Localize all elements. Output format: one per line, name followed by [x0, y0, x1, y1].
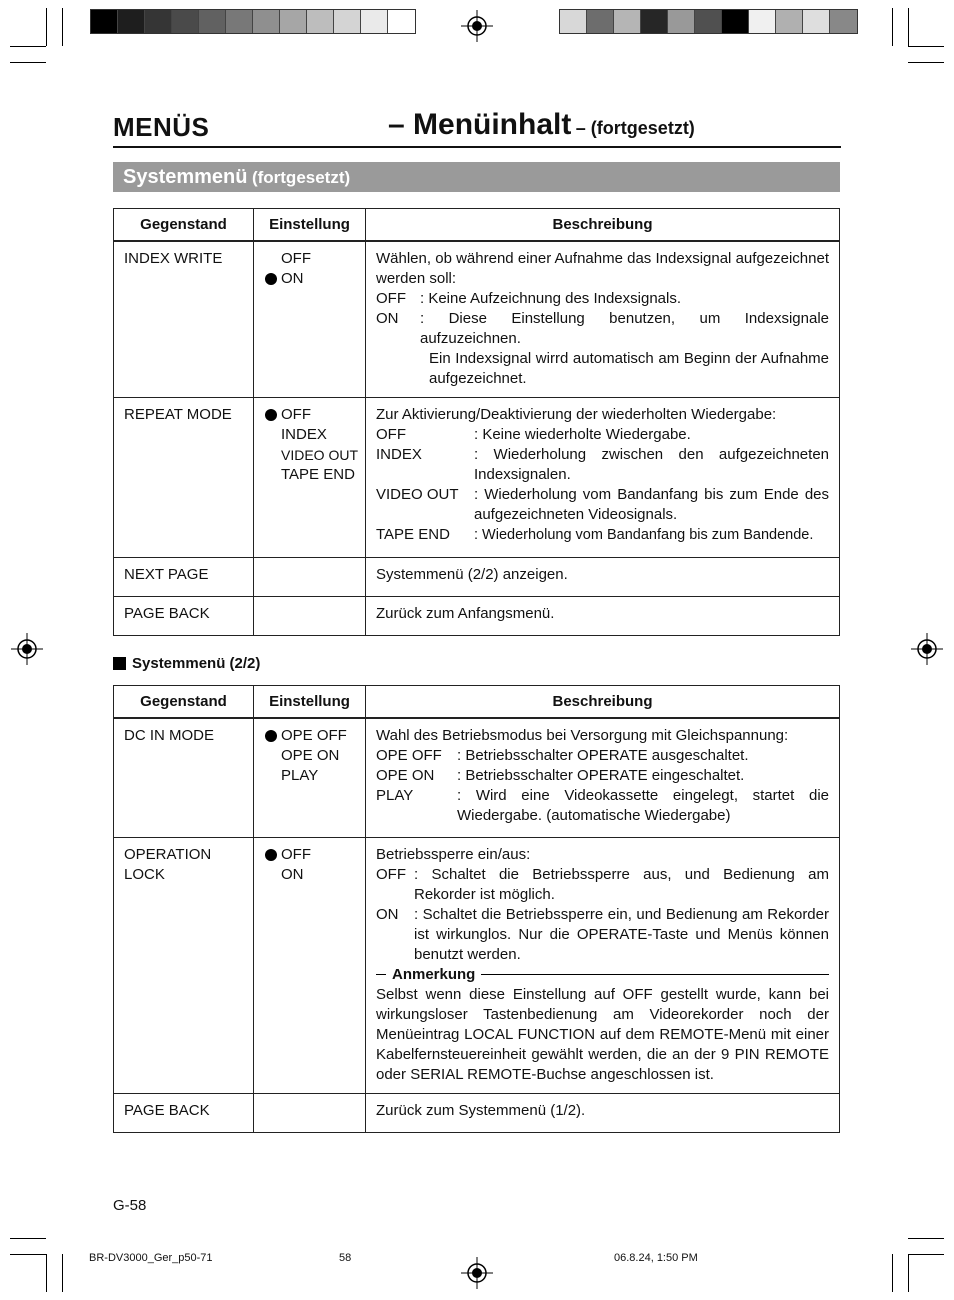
page-number: G-58	[113, 1197, 147, 1214]
setting-cell	[254, 837, 366, 1093]
crop-mark	[10, 46, 46, 47]
note-rule-right	[481, 974, 829, 975]
color-strip-right	[559, 9, 858, 34]
color-strip-left	[90, 9, 416, 34]
description-cell: Zurück zum Anfangsmenü.	[366, 597, 840, 636]
entry-key: ON	[376, 310, 399, 327]
crop-mark	[62, 1254, 63, 1292]
entry-key: ON	[376, 905, 399, 923]
default-dot-icon	[265, 730, 277, 742]
description-entry	[376, 525, 829, 545]
entry-key: OPE OFF	[376, 747, 442, 764]
setting-option: INDEX	[281, 426, 327, 443]
page-title-main: – Menüinhalt	[388, 108, 572, 141]
default-dot-icon	[265, 849, 277, 861]
item-label-line: OPERATION	[124, 845, 212, 863]
table-row	[114, 837, 840, 1093]
entry-value: : Diese Einstellung benutzen, um Indexsignale aufzuzeichnen.	[420, 310, 829, 347]
setting-option-default	[281, 726, 365, 746]
section-heading	[113, 162, 840, 192]
description-entry	[376, 445, 829, 485]
description-cell: Zurück zum Systemmenü (1/2).	[366, 1093, 840, 1132]
setting-option: OFF	[281, 250, 311, 267]
setting-option: PLAY	[281, 767, 319, 784]
chapter-title: MENÜS	[113, 112, 210, 142]
column-header-setting: Einstellung	[254, 209, 366, 242]
setting-option: OPE ON	[281, 747, 340, 764]
square-bullet-icon	[113, 657, 126, 670]
column-header-item: Gegenstand	[114, 686, 254, 719]
menu-table-1	[113, 208, 840, 636]
crop-mark	[908, 8, 909, 46]
description-intro: Betriebssperre ein/aus:	[376, 845, 531, 863]
description-entry	[376, 865, 829, 905]
column-header-description: Beschreibung	[366, 209, 840, 242]
description-intro: Wählen, ob während einer Aufnahme das Indexsignal aufgezeichnet werden soll:	[376, 250, 829, 287]
description-cell	[366, 837, 840, 1093]
entry-key: INDEX	[376, 446, 422, 463]
item-cell: PAGE BACK	[114, 597, 254, 636]
item-cell: INDEX WRITE	[114, 241, 254, 398]
setting-option-label: OFF	[281, 845, 311, 863]
note-title: Anmerkung	[392, 965, 476, 983]
crop-mark	[908, 1238, 944, 1239]
crop-mark	[908, 62, 944, 63]
setting-option-label: OPE OFF	[281, 727, 347, 744]
description-entry	[376, 309, 829, 349]
table-row	[114, 558, 840, 597]
entry-key: OFF	[376, 865, 406, 883]
subsection-title: Systemmenü (2/2)	[132, 655, 261, 672]
crop-mark	[46, 8, 47, 46]
entry-key: PLAY	[376, 787, 414, 804]
setting-option: VIDEO OUT	[281, 447, 359, 463]
table-row	[114, 398, 840, 558]
entry-key: OPE ON	[376, 767, 435, 784]
table-row	[114, 1093, 840, 1132]
description-entry	[376, 905, 829, 965]
column-header-description: Beschreibung	[366, 686, 840, 719]
page-title-suffix: – (fortgesetzt)	[575, 118, 695, 138]
description-cell	[366, 241, 840, 398]
description-entry	[376, 425, 829, 445]
footer-timestamp: 06.8.24, 1:50 PM	[614, 1252, 698, 1264]
header-rule	[113, 146, 841, 148]
item-cell: PAGE BACK	[114, 1093, 254, 1132]
description-entry	[376, 289, 829, 309]
setting-option-default	[281, 845, 365, 865]
table-row	[114, 718, 840, 837]
item-cell: NEXT PAGE	[114, 558, 254, 597]
description-entry	[376, 786, 829, 826]
entry-key: OFF	[376, 290, 406, 307]
default-dot-icon	[265, 409, 277, 421]
setting-option-default	[281, 405, 365, 425]
registration-mark-icon	[11, 633, 43, 665]
description-intro: Zur Aktivierung/Deaktivierung der wiederholten Wiedergabe:	[376, 406, 777, 423]
column-header-item: Gegenstand	[114, 209, 254, 242]
registration-mark-icon	[461, 1257, 493, 1289]
crop-mark	[10, 1238, 46, 1239]
crop-mark	[46, 1254, 47, 1292]
entry-value: : Keine wiederholte Wiedergabe.	[474, 426, 691, 443]
description-cell	[366, 718, 840, 837]
footer-file: BR-DV3000_Ger_p50-71	[89, 1252, 213, 1264]
item-label-line: LOCK	[124, 865, 165, 883]
note-heading	[376, 965, 829, 985]
description-cell: Systemmenü (2/2) anzeigen.	[366, 558, 840, 597]
crop-mark	[892, 8, 893, 46]
crop-mark	[908, 46, 944, 47]
entry-value: : Wiederholung vom Bandanfang bis zum Ende des aufgezeichneten Videosignals.	[474, 486, 829, 523]
table-header-row	[114, 686, 840, 719]
crop-mark	[62, 8, 63, 46]
entry-key: OFF	[376, 426, 406, 443]
entry-value: : Wird eine Videokassette eingelegt, startet die Wiedergabe. (automatische Wiedergabe)	[457, 787, 829, 824]
entry-value: : Wiederholung vom Bandanfang bis zum Bandende.	[474, 527, 814, 543]
entry-value: : Schaltet die Betriebssperre ein, und Bedienung am Rekorder ist wirkunglos. Nur die OPERATE-Taste und Menüs können benutzt werden.	[414, 905, 829, 963]
registration-mark-icon	[911, 633, 943, 665]
description-entry	[376, 746, 829, 766]
entry-key: TAPE END	[376, 526, 450, 543]
item-cell	[114, 837, 254, 1093]
crop-mark	[10, 1254, 46, 1255]
entry-value: : Schaltet die Betriebssperre aus, und Bedienung am Rekorder ist möglich.	[414, 865, 829, 903]
description-intro: Wahl des Betriebsmodus bei Versorgung mit Gleichspannung:	[376, 727, 789, 744]
setting-cell	[254, 558, 366, 597]
description-entry	[376, 485, 829, 525]
setting-option-label: OFF	[281, 406, 311, 423]
setting-cell	[254, 398, 366, 558]
note-text: Selbst wenn diese Einstellung auf OFF gestellt wurde, kann bei wirkungsloser Tastenbedienung am Videorekorder noch der Menüeintrag LOCAL FUNCTION auf dem REMOTE-Menü mit einer Kabelfernsteuereinheit gewählt werden, die an der 9 PIN REMOTE oder SERIAL REMOTE-Buchse angeschlossen ist.	[376, 985, 829, 1083]
entry-value: : Wiederholung zwischen den aufgezeichneten Indexsignalen.	[474, 446, 829, 483]
column-header-setting: Einstellung	[254, 686, 366, 719]
item-cell: REPEAT MODE	[114, 398, 254, 558]
section-suffix: (fortgesetzt)	[251, 168, 351, 187]
crop-mark	[10, 62, 46, 63]
entry-value: : Keine Aufzeichnung des Indexsignals.	[420, 290, 682, 307]
setting-option-default	[281, 269, 365, 289]
setting-cell	[254, 1093, 366, 1132]
setting-cell	[254, 241, 366, 398]
setting-cell	[254, 597, 366, 636]
table-row	[114, 241, 840, 398]
table-row	[114, 597, 840, 636]
entry-key: VIDEO OUT	[376, 486, 459, 503]
menu-table-2	[113, 685, 840, 1133]
description-extra: Ein Indexsignal wirrd automatisch am Beginn der Aufnahme aufgezeichnet.	[429, 350, 829, 387]
default-dot-icon	[265, 273, 277, 285]
description-cell	[366, 398, 840, 558]
page-title	[388, 108, 695, 142]
entry-value: : Betriebsschalter OPERATE eingeschaltet.	[457, 767, 745, 784]
crop-mark	[908, 1254, 909, 1292]
footer-sheet: 58	[339, 1252, 352, 1264]
subsection-heading	[113, 655, 260, 672]
note-rule-left	[376, 974, 386, 975]
item-cell: DC IN MODE	[114, 718, 254, 837]
entry-value: : Betriebsschalter OPERATE ausgeschaltet.	[457, 747, 749, 764]
setting-cell	[254, 718, 366, 837]
table-header-row	[114, 209, 840, 242]
section-title: Systemmenü	[123, 166, 248, 188]
registration-mark-icon	[461, 10, 493, 42]
description-entry	[376, 766, 829, 786]
setting-option: ON	[281, 865, 304, 883]
crop-mark	[892, 1254, 893, 1292]
crop-mark	[908, 1254, 944, 1255]
setting-option-label: ON	[281, 270, 304, 287]
setting-option: TAPE END	[281, 466, 355, 483]
